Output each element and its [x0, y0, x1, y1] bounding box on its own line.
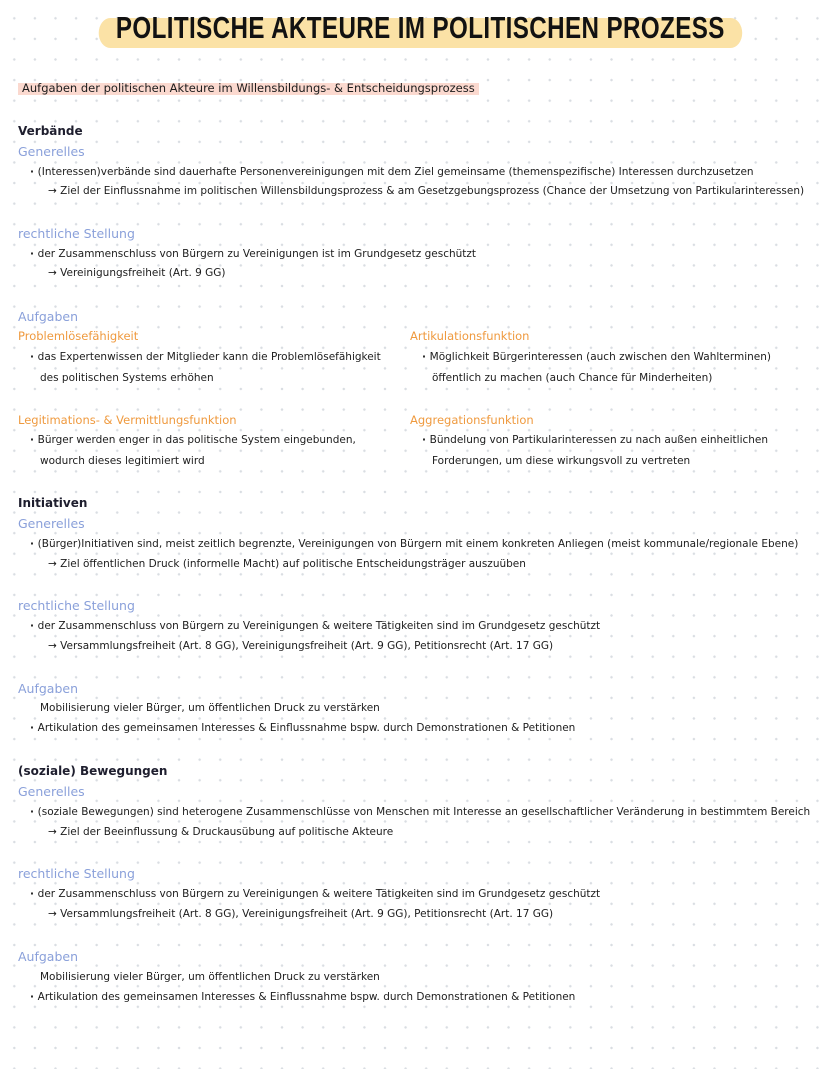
- problemloesefaehigkeit-line-2: des politischen Systems erhöhen: [40, 372, 214, 384]
- bewegungen-aufgaben-label: Aufgaben: [18, 949, 79, 964]
- title-block: [0, 4, 828, 50]
- initiativen-stellung-line-2: → Versammlungsfreiheit (Art. 8 GG), Vereinigungsfreiheit (Art. 9 GG), Petitionsrecht (Art. 17 GG): [48, 640, 554, 652]
- bewegungen-aufgaben-line-2: · Artikulation des gemeinsamen Interesses & Einflussnahme bspw. durch Demonstrationen & Petitionen: [30, 991, 575, 1003]
- bewegungen-generelles-label: Generelles: [18, 784, 85, 799]
- verbaende-aufgaben-label: Aufgaben: [18, 309, 79, 324]
- bewegungen-stellung-label: rechtliche Stellung: [18, 866, 135, 881]
- bewegungen-stellung-line-2: → Versammlungsfreiheit (Art. 8 GG), Vereinigungsfreiheit (Art. 9 GG), Petitionsrecht (Art. 17 GG): [48, 908, 554, 920]
- bewegungen-stellung-line-1: · der Zusammenschluss von Bürgern zu Vereinigungen & weitere Tätigkeiten sind im Grundgesetz geschützt: [30, 888, 600, 900]
- page-title: POLITISCHE AKTEURE IM POLITISCHEN PROZESS: [92, 4, 748, 50]
- legitimationsfunktion-label: Legitimations- & Vermittlungsfunktion: [18, 413, 237, 427]
- problemloesefaehigkeit-line-1: · das Expertenwissen der Mitglieder kann die Problemlösefähigkeit: [30, 351, 381, 363]
- initiativen-generelles-line-2: → Ziel öffentlichen Druck (informelle Macht) auf politische Entscheidungsträger auszuüben: [48, 558, 526, 570]
- bewegungen-generelles-line-1: · (soziale Bewegungen) sind heterogene Zusammenschlüsse von Menschen mit Interesse an gesellschaftlicher Veränderung in bestimmtem Bereich: [30, 806, 810, 818]
- aggregationsfunktion-line-2: Forderungen, um diese wirkungsvoll zu vertreten: [432, 455, 691, 467]
- initiativen-generelles-line-1: · (Bürger)Initiativen sind, meist zeitlich begrenzte, Vereinigungen von Bürgern mit einem konkreten Anliegen (meist kommunale/regionale Ebene): [30, 538, 798, 550]
- aggregationsfunktion-line-1: · Bündelung von Partikularinteressen zu nach außen einheitlichen: [422, 434, 768, 446]
- initiativen-aufgaben-label: Aufgaben: [18, 681, 79, 696]
- section-heading-initiativen: Initiativen: [18, 496, 88, 510]
- page-subtitle: Aufgaben der politischen Akteure im Willensbildungs- & Entscheidungsprozess: [18, 80, 479, 96]
- legitimationsfunktion-line-2: wodurch dieses legitimiert wird: [40, 455, 205, 467]
- problemloesefaehigkeit-label: Problemlösefähigkeit: [18, 329, 139, 343]
- verbaende-stellung-line-1: · der Zusammenschluss von Bürgern zu Vereinigungen ist im Grundgesetz geschützt: [30, 248, 476, 260]
- verbaende-generelles-line-2: → Ziel der Einflussnahme im politischen Willensbildungsprozess & am Gesetzgebungsprozess (Chance der Umsetzung von Partikularinteressen): [48, 185, 805, 197]
- aggregationsfunktion-label: Aggregationsfunktion: [410, 413, 534, 427]
- initiativen-aufgaben-line-1: Mobilisierung vieler Bürger, um öffentlichen Druck zu verstärken: [40, 702, 380, 714]
- bewegungen-generelles-line-2: → Ziel der Beeinflussung & Druckausübung auf politische Akteure: [48, 826, 394, 838]
- artikulationsfunktion-line-2: öffentlich zu machen (auch Chance für Minderheiten): [432, 372, 713, 384]
- initiativen-generelles-label: Generelles: [18, 516, 85, 531]
- section-heading-bewegungen: (soziale) Bewegungen: [18, 764, 168, 778]
- initiativen-stellung-label: rechtliche Stellung: [18, 598, 135, 613]
- initiativen-aufgaben-line-2: · Artikulation des gemeinsamen Interesses & Einflussnahme bspw. durch Demonstrationen & Petitionen: [30, 722, 575, 734]
- section-heading-verbaende: Verbände: [18, 124, 83, 138]
- artikulationsfunktion-line-1: · Möglichkeit Bürgerinteressen (auch zwischen den Wahlterminen): [422, 351, 771, 363]
- artikulationsfunktion-label: Artikulationsfunktion: [410, 329, 530, 343]
- verbaende-stellung-label: rechtliche Stellung: [18, 226, 135, 241]
- bewegungen-aufgaben-line-1: Mobilisierung vieler Bürger, um öffentlichen Druck zu verstärken: [40, 971, 380, 983]
- initiativen-stellung-line-1: · der Zusammenschluss von Bürgern zu Vereinigungen & weitere Tätigkeiten sind im Grundgesetz geschützt: [30, 620, 600, 632]
- verbaende-stellung-line-2: → Vereinigungsfreiheit (Art. 9 GG): [48, 267, 226, 279]
- verbaende-generelles-label: Generelles: [18, 144, 85, 159]
- legitimationsfunktion-line-1: · Bürger werden enger in das politische System eingebunden,: [30, 434, 356, 446]
- verbaende-generelles-line-1: · (Interessen)verbände sind dauerhafte Personenvereinigungen mit dem Ziel gemeinsame (themenspezifische) Interessen durchzusetzen: [30, 166, 754, 178]
